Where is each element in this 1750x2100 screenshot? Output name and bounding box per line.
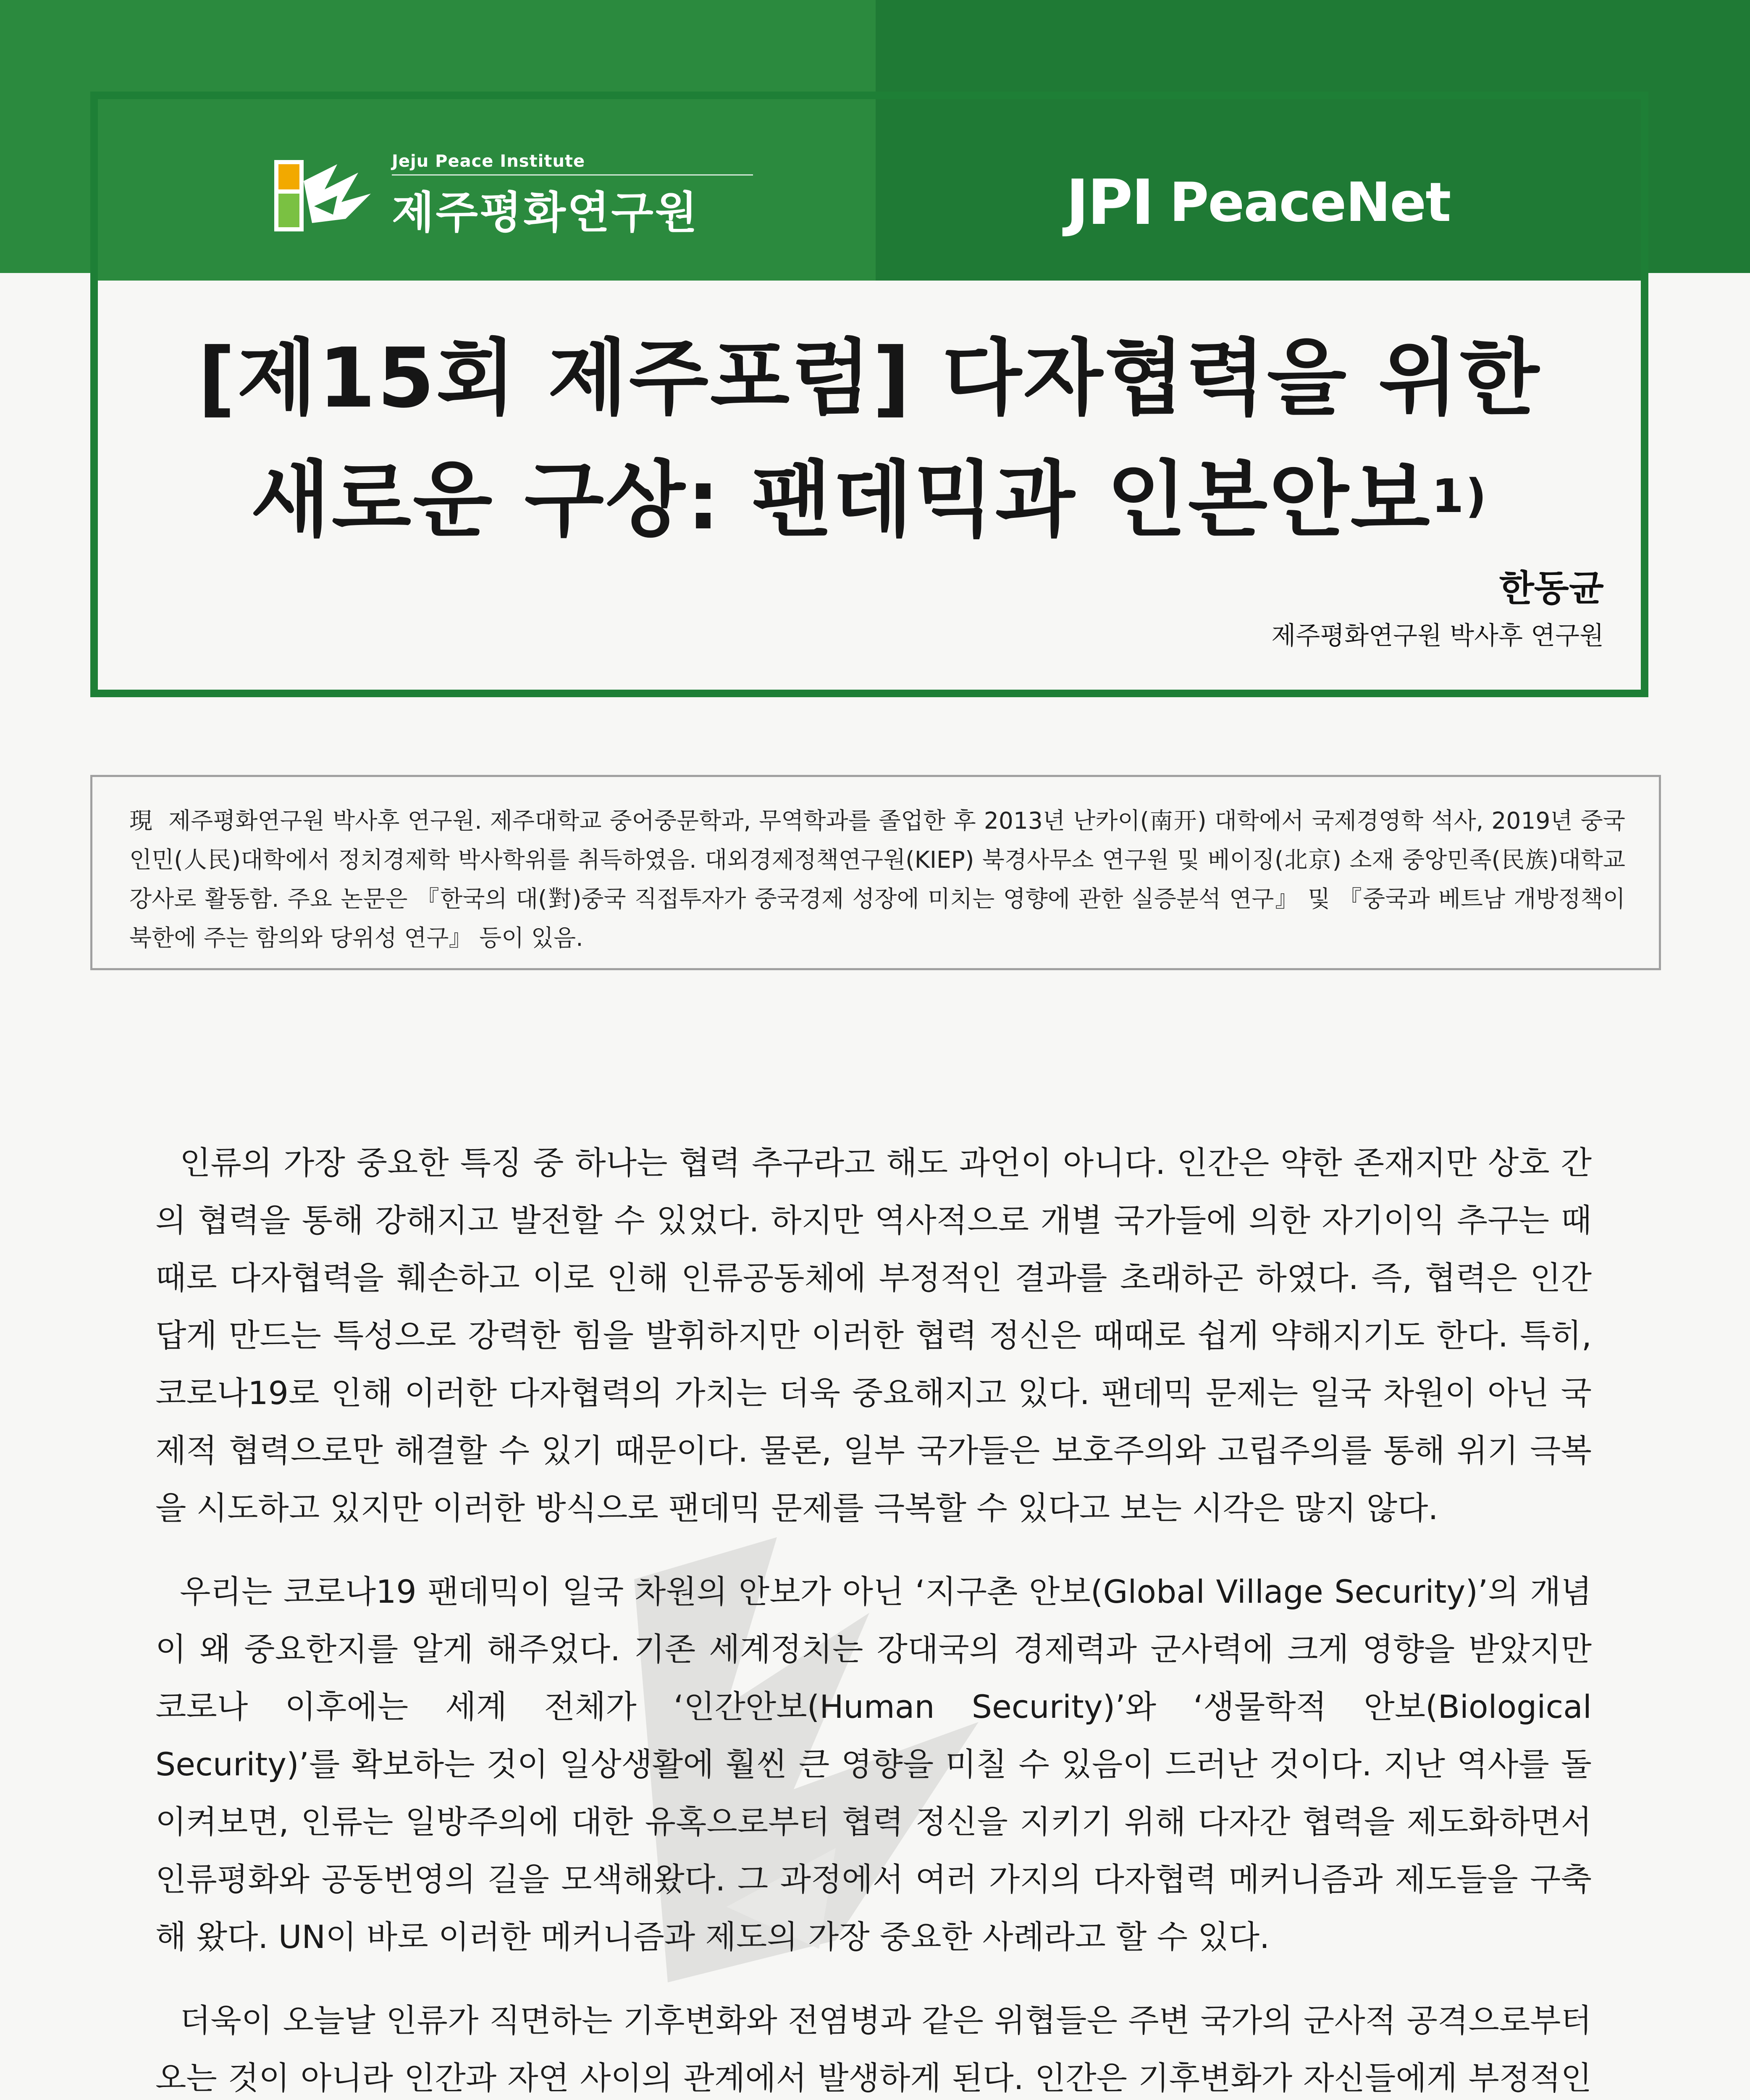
body-paragraph-1: 인류의 가장 중요한 특징 중 하나는 협력 추구라고 해도 과언이 아니다. 인간은 약한 존재지만 상호 간의 협력을 통해 강해지고 발전할 수 있었다. 하지만 역사적으로 개별 국가들에 의한 자기이익 추구는 때때로 다자협력을 훼손하고 이로 인해 인류공동체에 부정적인 결과를 초래하곤 하였다. 즉, 협력은 인간답게 만드는 특성으로 강력한 힘을 발휘하지만 이러한 협력 정신은 때때로 쉽게 약해지기도 한다. 특히, 코로나19로 인해 이러한 다자협력의 가치는 더욱 중요해지고 있다. 팬데믹 문제는 일국 차원이 아닌 국제적 협력으로만 해결할 수 있기 때문이다. 물론, 일부 국가들은 보호주의와 고립주의를 통해 위기 극복을 시도하고 있지만 이러한 방식으로 팬데믹 문제를 극복할 수 있다고 보는 시각은 많지 않다. — [155, 1144, 1592, 1527]
title-footnote-ref: 1) — [1431, 469, 1488, 523]
dove-logo-icon — [274, 156, 375, 236]
author-affiliation: 제주평화연구원 박사후 연구원 — [1271, 621, 1604, 651]
frame-header — [98, 99, 1641, 281]
jpi-brand-mark: JPI — [1066, 166, 1153, 239]
org-name-ko: 제주평화연구원 — [392, 186, 699, 238]
page-title — [98, 318, 1641, 561]
title-line-1: [제15회 제주포럼] 다자협력을 위한 — [198, 331, 1541, 426]
body-paragraph-2: 우리는 코로나19 팬데믹이 일국 차원의 안보가 아닌 ‘지구촌 안보(Global Village Security)’의 개념이 왜 중요한지를 알게 해주었다. 기존 세계정치는 강대국의 경제력과 군사력에 크게 영향을 받았지만 코로나 이후에는 세계 전체가 ‘인간안보(Human Security)’와 ‘생물학적 안보(Biological Security)’를 확보하는 것이 일상생활에 훨씬 큰 영향을 미칠 수 있음이 드러난 것이다. 지난 역사를 돌이켜보면, 인류는 일방주의에 대한 유혹으로부터 협력 정신을 지키기 위해 다자간 협력을 제도화하면서 인류평화와 공동번영의 길을 모색해왔다. 그 과정에서 여러 가지의 다자협력 메커니즘과 제도들을 구축해 왔다. UN이 바로 이러한 메커니즘과 제도의 가장 중요한 사례라고 할 수 있다. — [155, 1573, 1592, 1956]
body-paragraph-3: 더욱이 오늘날 인류가 직면하는 기후변화와 전염병과 같은 위협들은 주변 국가의 군사적 공격으로부터 오는 것이 아니라 인간과 자연 사이의 관계에서 발생하게 된다. 인간은 기후변화가 자신들에게 부정적인 — [155, 2002, 1592, 2097]
bio-text: 제주평화연구원 박사후 연구원. 제주대학교 중어중문학과, 무역학과를 졸업한 후 2013년 난카이(南开) 대학에서 국제경영학 석사, 2019년 중국인민(人民)대학에서 정치경제학 박사학위를 취득하였음. 대외경제정책연구원(KIEP) 북경사무소 연구원 및 베이징(北京) 소재 중앙민족(民族)대학교 강사로 활동함. 주요 논문은 『한국의 대(對)중국 직접투자가 중국경제 성장에 미치는 영향에 관한 실증분석 연구』 및 『중국과 베트남 개방정책이 북한에 주는 함의와 당위성 연구』 등이 있음. — [129, 807, 1625, 951]
title-line-2: 새로운 구상: 팬데믹과 인본안보$^{1)}$ — [250, 452, 1488, 548]
title-frame — [90, 92, 1648, 697]
peacenet-brand-name: PeaceNet — [1169, 171, 1451, 234]
author-name: 한동균 — [1499, 567, 1604, 609]
org-name-en: Jeju Peace Institute — [392, 152, 753, 176]
jeju-peace-institute-logo — [274, 151, 753, 238]
bio-marker: 現 — [129, 807, 153, 834]
article-body — [155, 1134, 1592, 2100]
author-bio-box — [90, 775, 1661, 970]
peacenet-logo — [1066, 166, 1450, 239]
